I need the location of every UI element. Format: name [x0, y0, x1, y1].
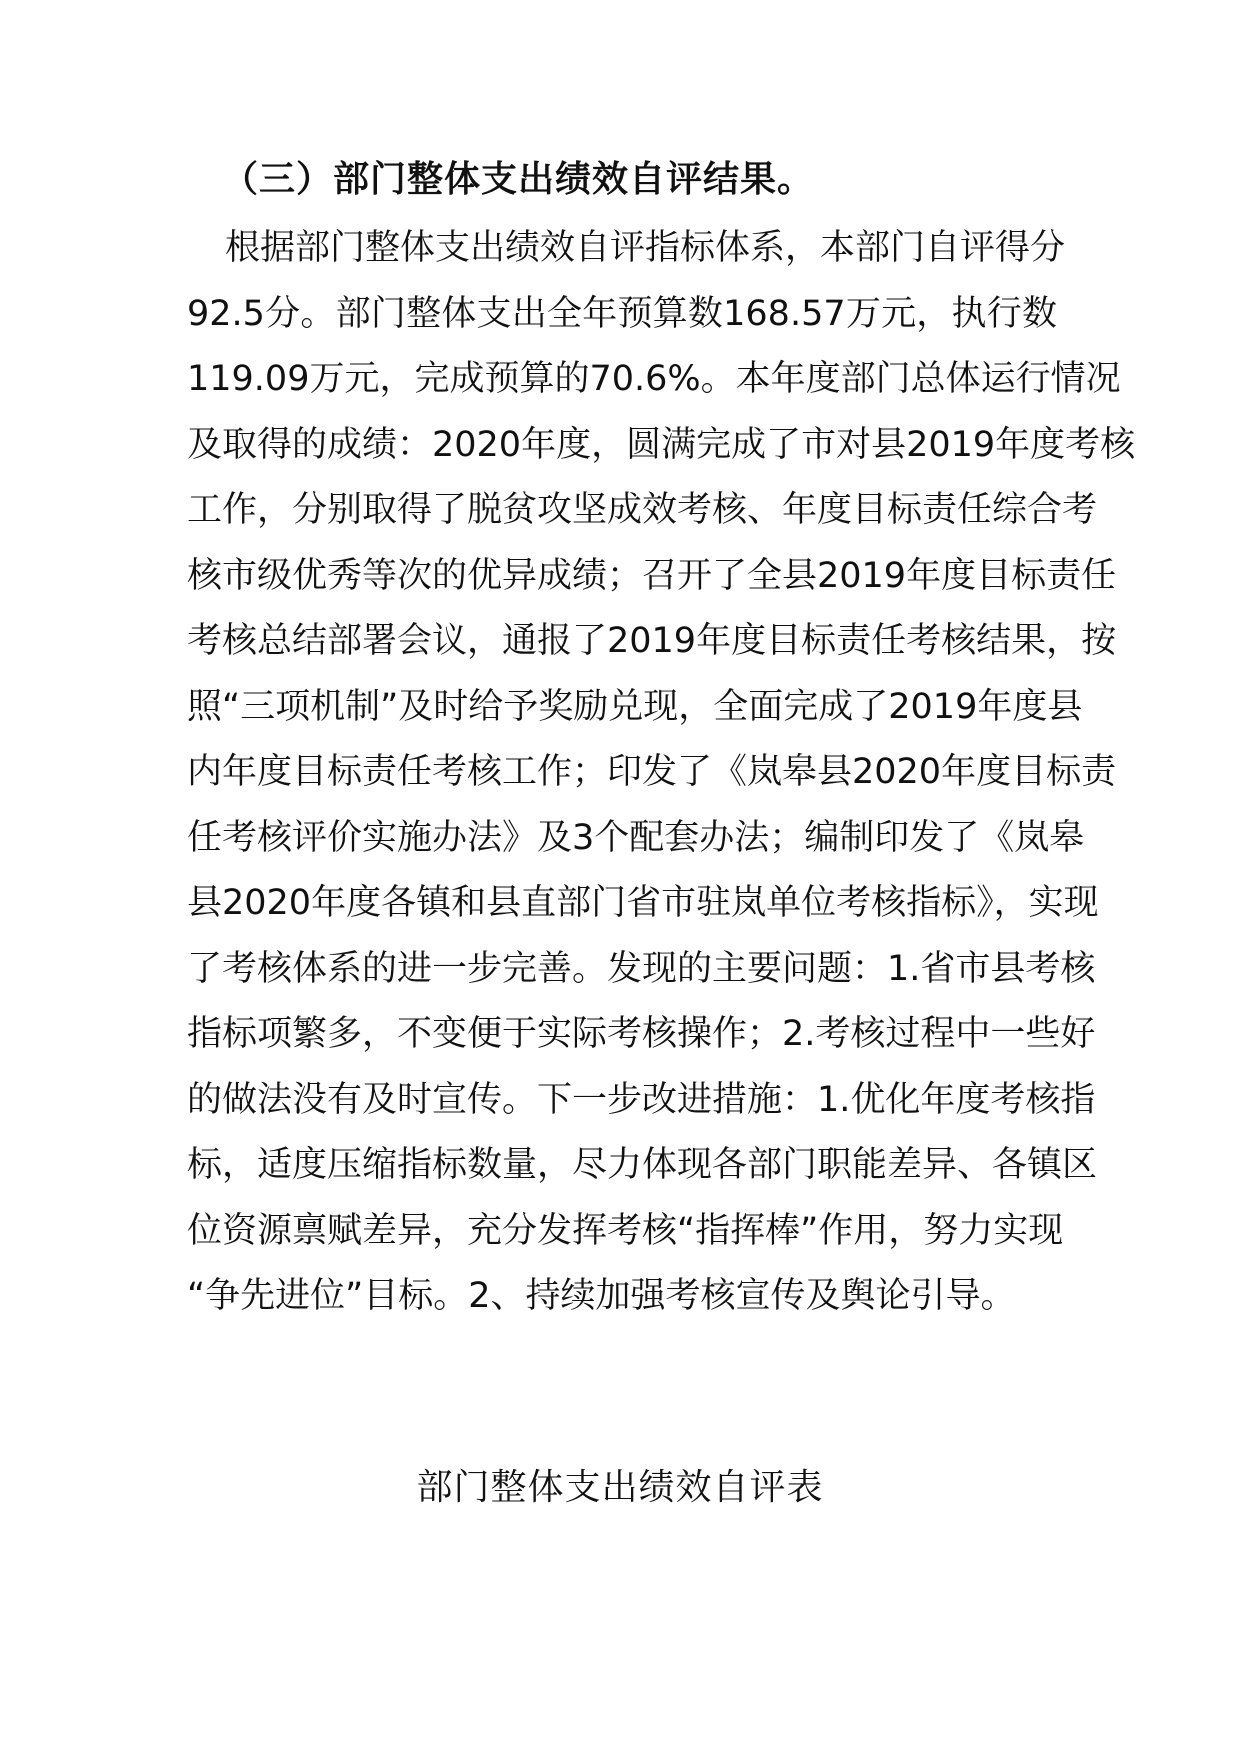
paragraph-line: 根据部门整体支出绩效自评指标体系，本部门自评得分	[225, 228, 1066, 268]
paragraph-line: 标，适度压缩指标数量，尽力体现各部门职能差异、各镇区	[187, 1145, 1098, 1185]
paragraph-line: 任考核评价实施办法》及3个配套办法；编制印发了《岚皋	[187, 817, 1085, 858]
paragraph-line: 照“三项机制”及时给予奖励兑现，全面完成了2019年度县	[187, 686, 1083, 727]
paragraph-line: 及取得的成绩：2020年度，圆满完成了市对县2019年度考核	[187, 424, 1136, 465]
paragraph-line: 指标项繁多，不变便于实际考核操作；2.考核过程中一些好	[187, 1014, 1096, 1054]
paragraph-line: 核市级优秀等次的优异成绩；召开了全县2019年度目标责任	[187, 555, 1117, 596]
paragraph-line: 119.09万元，完成预算的70.6%。本年度部门总体运行情况	[187, 359, 1121, 399]
paragraph-line: 工作，分别取得了脱贫攻坚成效考核、年度目标责任综合考	[187, 490, 1098, 530]
paragraph-line: 位资源禀赋差异，充分发挥考核“指挥棒”作用，努力实现	[187, 1210, 1064, 1251]
body-paragraph	[187, 216, 1136, 1330]
paragraph-line: “争先进位”目标。2、持续加强考核宣传及舆论引导。	[187, 1276, 1016, 1316]
paragraph-line: 了考核体系的进一步完善。发现的主要问题：1.省市县考核	[187, 948, 1096, 989]
paragraph-line: 92.5分。部门整体支出全年预算数168.57万元，执行数	[187, 293, 1057, 334]
table-title: 部门整体支出绩效自评表	[416, 1467, 824, 1508]
paragraph-line: 内年度目标责任考核工作；印发了《岚皋县2020年度目标责	[187, 752, 1117, 792]
paragraph-line: 县2020年度各镇和县直部门省市驻岚单位考核指标》，实现	[187, 883, 1099, 923]
paragraph-line: 的做法没有及时宣传。下一步改进措施：1.优化年度考核指	[187, 1079, 1096, 1120]
paragraph-line: 考核总结部署会议，通报了2019年度目标责任考核结果，按	[187, 621, 1117, 661]
section-heading: （三）部门整体支出绩效自评结果。	[222, 159, 815, 200]
